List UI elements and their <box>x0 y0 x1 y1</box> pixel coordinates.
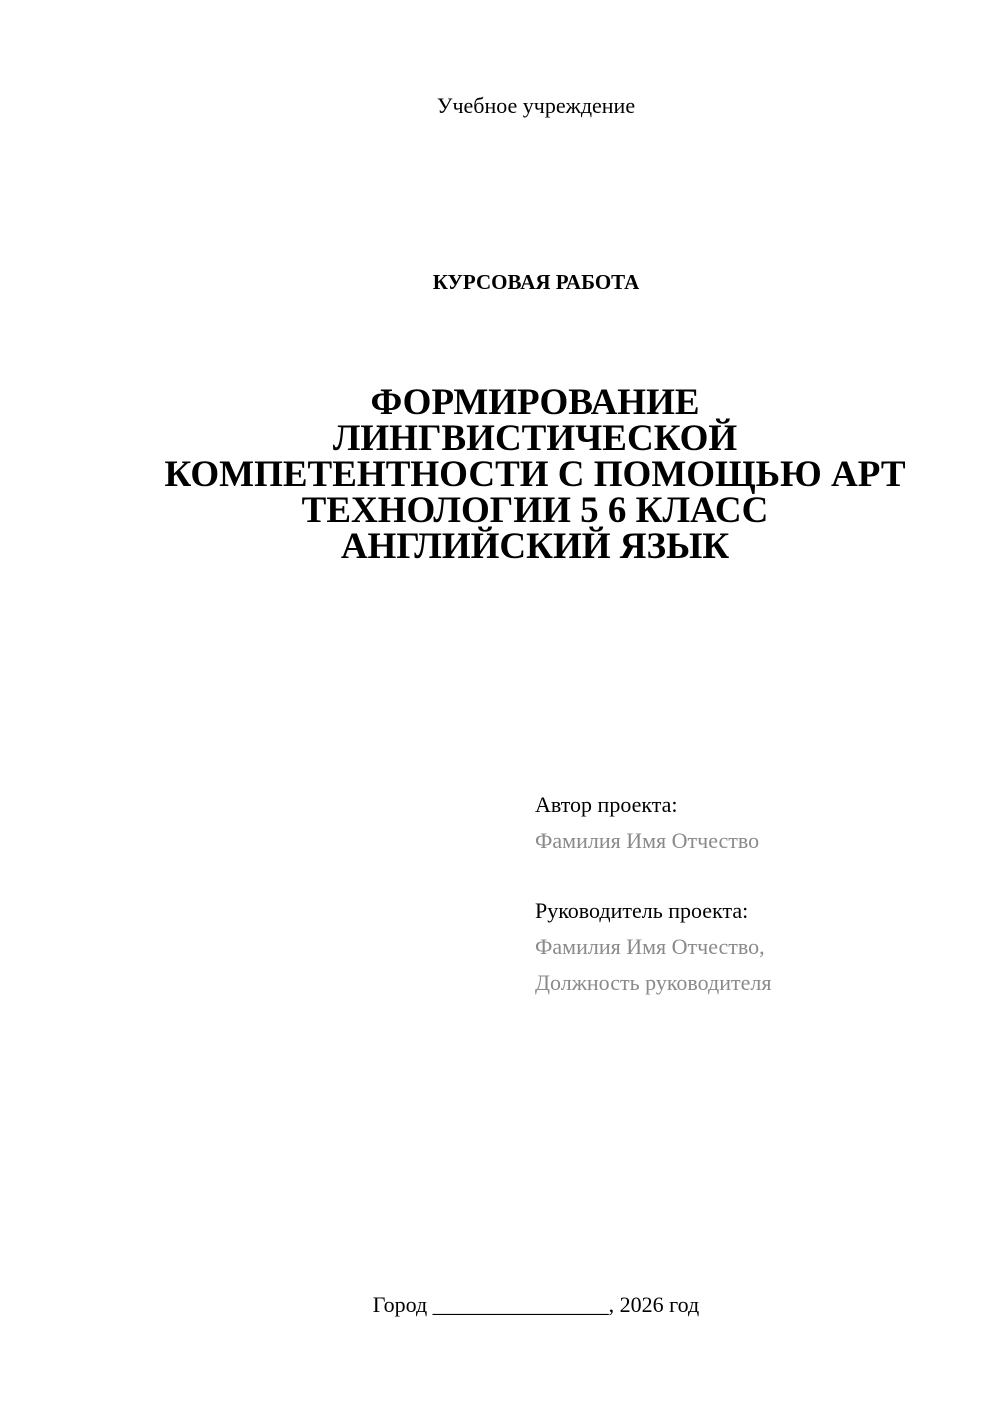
author-block <box>535 787 975 859</box>
title-line: АНГЛИЙСКИЙ ЯЗЫК <box>340 526 730 567</box>
supervisor-position-placeholder: Должность руководителя <box>535 970 772 995</box>
title-line: ФОРМИРОВАНИЕ <box>370 382 700 423</box>
title-line: КОМПЕТЕНТНОСТИ С ПОМОЩЬЮ АРТ <box>164 454 906 495</box>
work-type-heading: КУРСОВАЯ РАБОТА <box>432 270 640 294</box>
institution-name: Учебное учреждение <box>436 93 636 118</box>
supervisor-block <box>535 893 975 1001</box>
author-name-placeholder: Фамилия Имя Отчество <box>535 828 760 853</box>
supervisor-name-placeholder: Фамилия Имя Отчество, <box>535 934 765 959</box>
title-line: ЛИНГВИСТИЧЕСКОЙ <box>332 418 738 459</box>
document-title <box>100 382 970 567</box>
supervisor-label: Руководитель проекта: <box>535 898 749 923</box>
author-label: Автор проекта: <box>535 792 678 817</box>
city-year-footer: Город ________________, 2026 год <box>372 1292 700 1317</box>
title-line: ТЕХНОЛОГИИ 5 6 КЛАСС <box>301 490 769 531</box>
